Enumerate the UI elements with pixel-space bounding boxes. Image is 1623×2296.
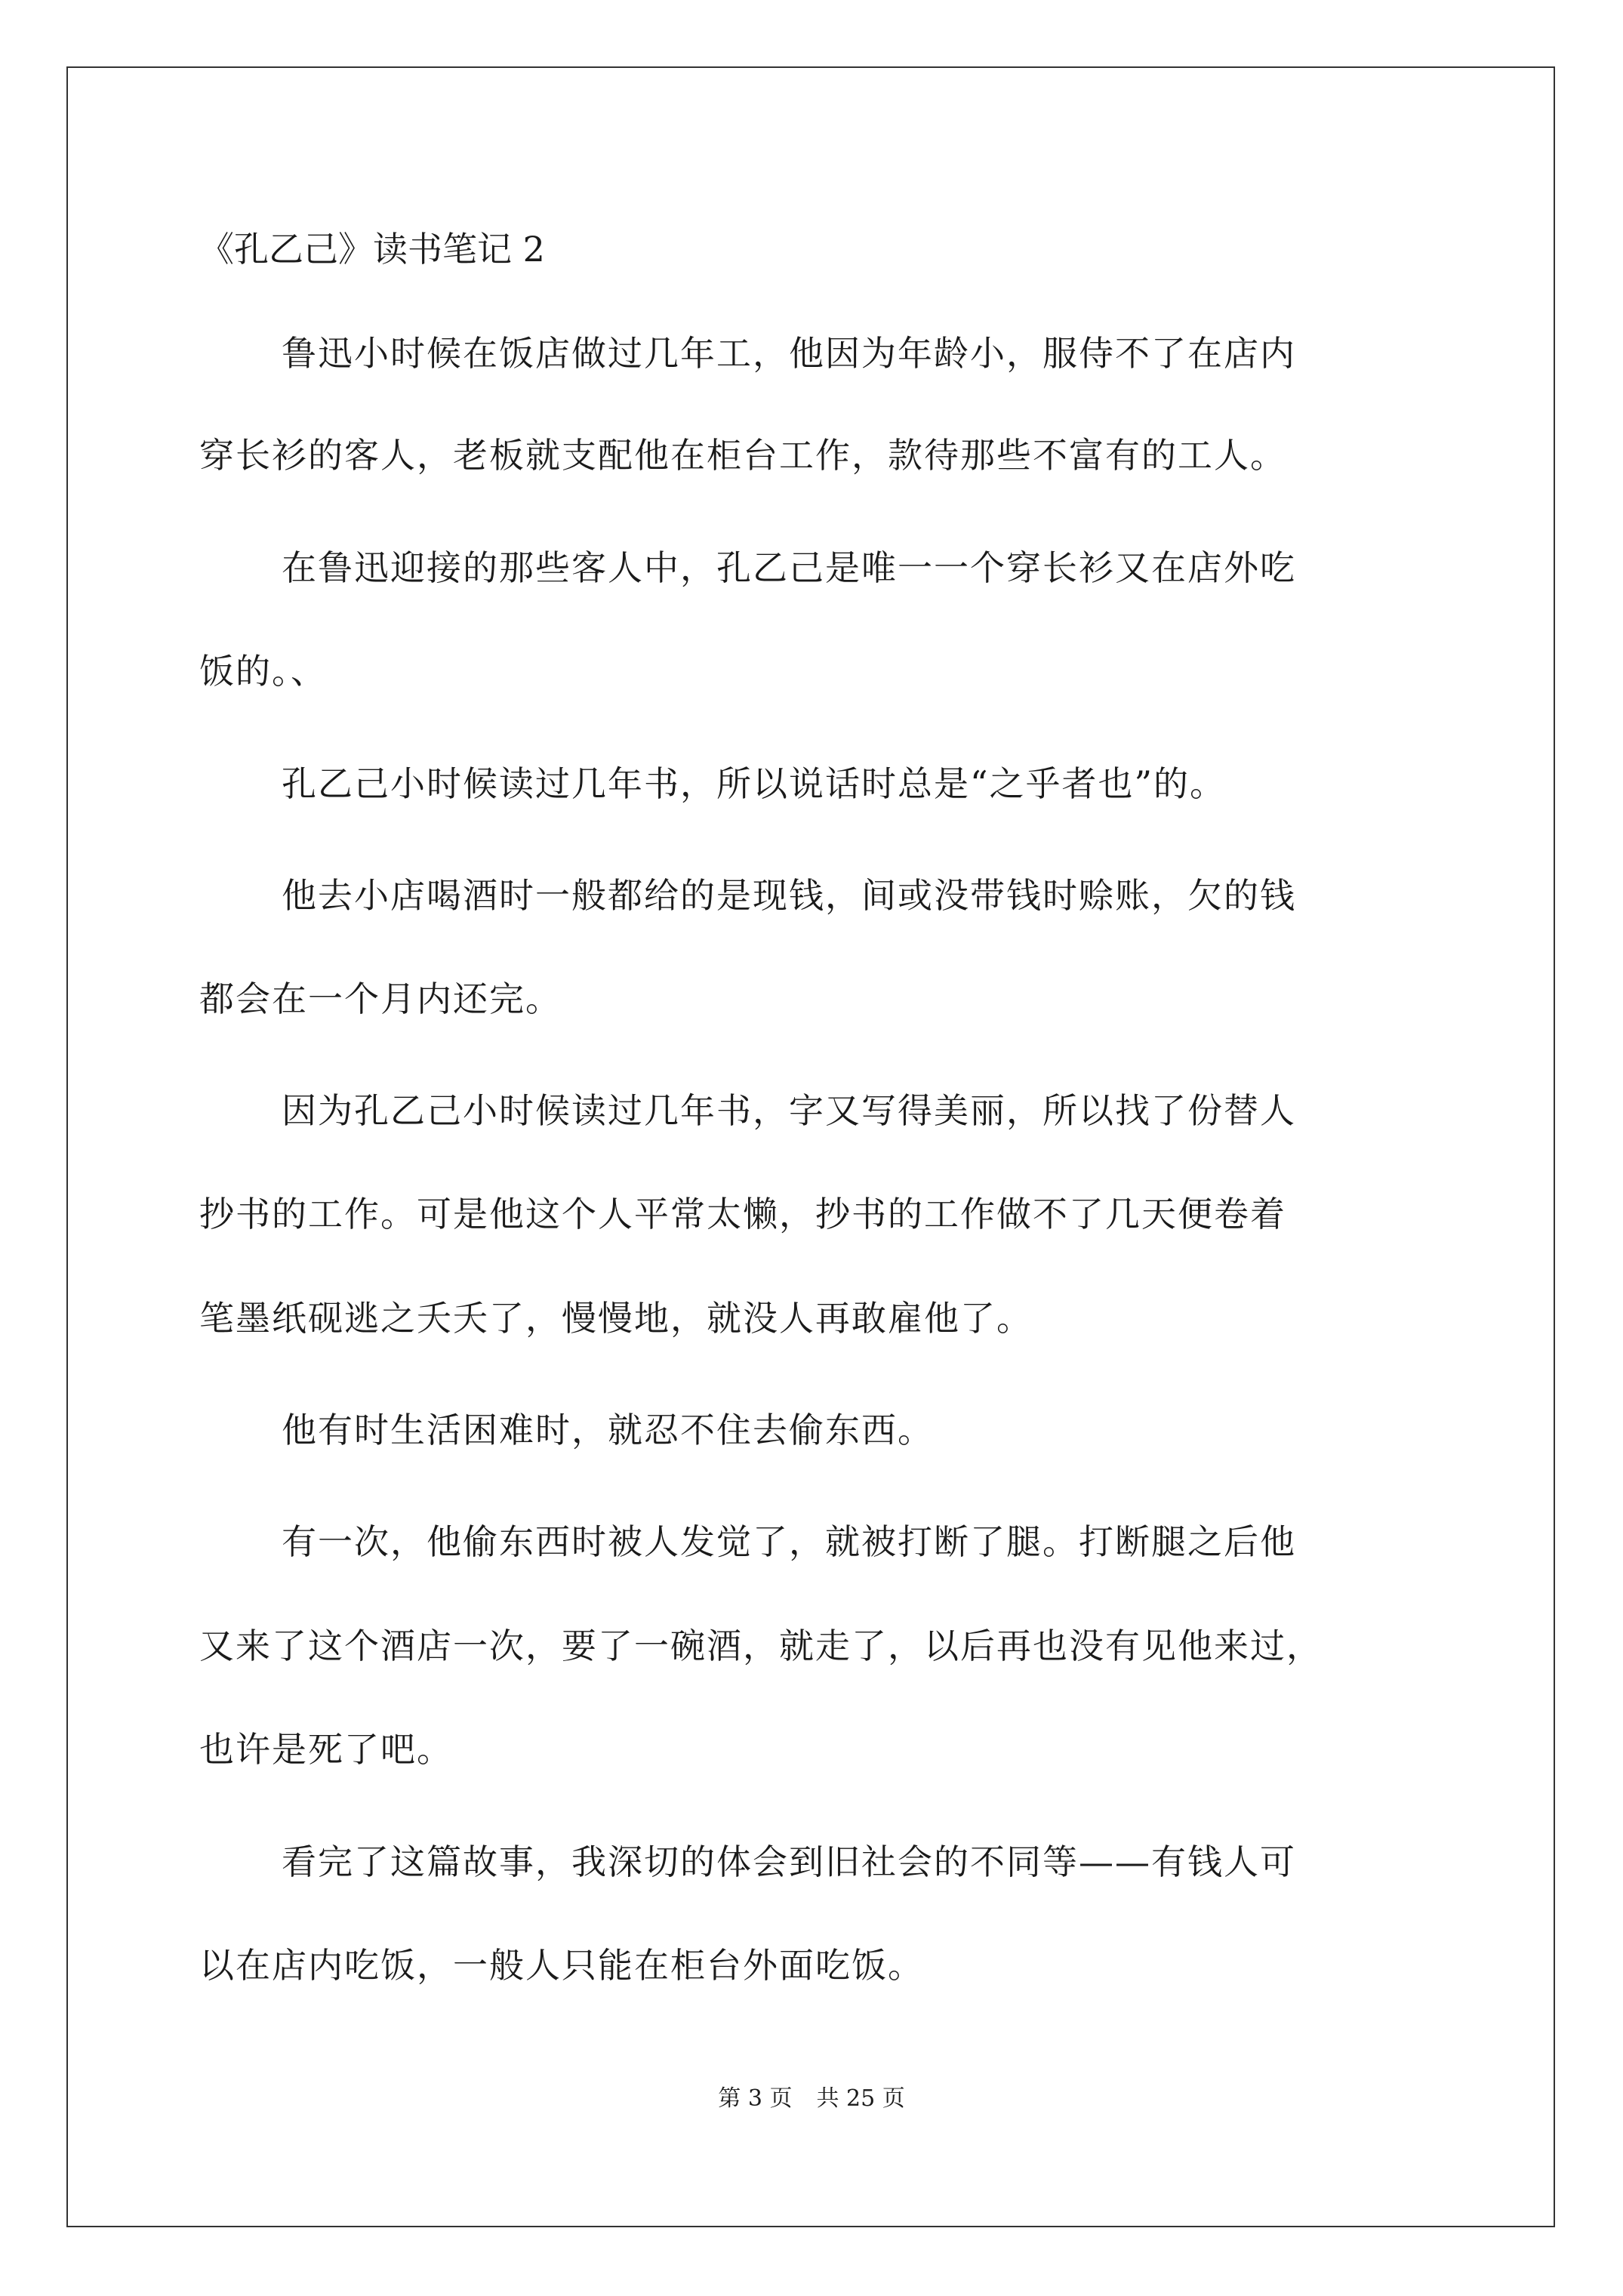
paragraph-line: 在鲁迅迎接的那些客人中，孔乙己是唯一一个穿长衫又在店外吃 bbox=[282, 547, 1296, 588]
paragraph-line: 他去小店喝酒时一般都给的是现钱，间或没带钱时赊账，欠的钱 bbox=[282, 875, 1296, 916]
paragraph-line: 又来了这个酒店一次，要了一碗酒，就走了，以后再也没有见他来过， bbox=[199, 1626, 1323, 1666]
paragraph-line: 饭的。、 bbox=[199, 651, 327, 692]
page-total: 共 25 页 bbox=[816, 2085, 905, 2112]
paragraph-line: 也许是死了吧。 bbox=[199, 1729, 453, 1770]
paragraph-line: 穿长衫的客人，老板就支配他在柜台工作，款待那些不富有的工人。 bbox=[199, 435, 1286, 476]
paragraph-line: 都会在一个月内还完。 bbox=[199, 978, 562, 1019]
page-border bbox=[66, 66, 1555, 2227]
paragraph-line: 他有时生活困难时，就忍不住去偷东西。 bbox=[282, 1410, 934, 1450]
page-footer bbox=[0, 2084, 1623, 2114]
paragraph-line: 笔墨纸砚逃之夭夭了，慢慢地，就没人再敢雇他了。 bbox=[199, 1298, 1033, 1339]
page-number: 第 3 页 bbox=[718, 2085, 793, 2112]
paragraph-line: 有一次，他偷东西时被人发觉了，就被打断了腿。打断腿之后他 bbox=[282, 1521, 1296, 1562]
paragraph-line: 孔乙己小时候读过几年书，所以说话时总是“之乎者也”的。 bbox=[282, 763, 1227, 804]
paragraph-line: 以在店内吃饭，一般人只能在柜台外面吃饭。 bbox=[199, 1945, 924, 1986]
paragraph-line: 鲁迅小时候在饭店做过几年工，他因为年龄小，服侍不了在店内 bbox=[282, 333, 1296, 374]
paragraph-line: 抄书的工作。可是他这个人平常太懒，抄书的工作做不了几天便卷着 bbox=[199, 1194, 1286, 1234]
paragraph-line: 看完了这篇故事，我深切的体会到旧社会的不同等——有钱人可 bbox=[282, 1841, 1296, 1882]
paragraph-line: 因为孔乙己小时候读过几年书，字又写得美丽，所以找了份替人 bbox=[282, 1090, 1296, 1131]
document-title: 《孔乙己》读书笔记 2 bbox=[199, 229, 545, 270]
